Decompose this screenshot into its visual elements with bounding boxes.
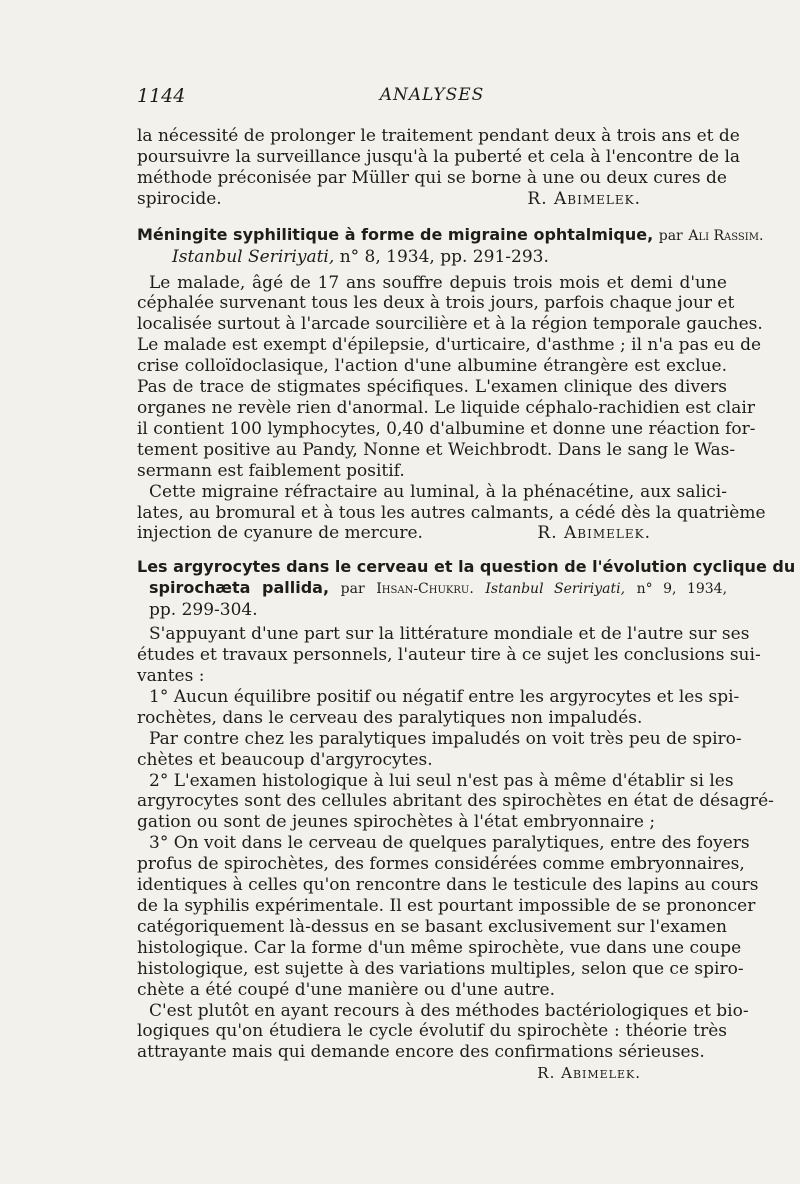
text-line: rochètes, dans le cerveau des paralytiques non impaludés. [137,707,643,728]
text-line: injection de cyanure de mercure. [137,523,423,544]
text-line: spirocide. [137,188,222,209]
text-line: catégoriquement là-dessus en se basant exclusivement sur l'examen [137,916,727,937]
text-line: histologique, est sujette à des variations multiples, selon que ce spiro- [137,958,744,979]
text-line: logiques qu'on étudiera le cycle évolutif du spirochète : théorie très [137,1021,727,1042]
text-line: chètes et beaucoup d'argyrocytes. [137,749,433,770]
text-line: localisée surtout à l'arcade sourcilière et à la région temporale gauches. [137,314,763,335]
text-line: de la syphilis expérimentale. Il est pourtant impossible de se prononcer [137,896,756,916]
author-prefix: par [340,581,365,598]
text-line: Cette migraine réfractaire au luminal, à la phénacétine, aux salici- [149,481,727,502]
text-line: Par contre chez les paralytiques impaludés on voit très peu de spiro- [149,728,742,749]
paragraph [137,728,742,771]
text-line: profus de spirochètes, des formes considérées comme embryonnaires, [137,854,745,875]
text-line: poursuivre la surveillance jusqu'à la puberté et cela à l'encontre de la [137,146,741,167]
article-title-cont: spirochæta pallida, [149,578,330,598]
page-content [137,126,796,1084]
text-line: vantes : [137,666,205,687]
paragraph [137,481,766,545]
paragraph [137,1000,749,1064]
journal-name: Istanbul Seririyati, [485,581,626,598]
page-number: 1144 [137,85,186,107]
text-line: argyrocytes sont des cellules abritant des spirochètes en état de désagré- [137,791,774,812]
paragraph [137,770,774,834]
text-line: la nécessité de prolonger le traitement pendant deux à trois ans et de [137,126,740,146]
text-line: sermann est faiblement positif. [137,460,405,481]
article-title-line [137,224,764,247]
text-line: Pas de trace de stigmates spécifiques. L'examen clinique des divers [137,377,727,398]
text-line: études et travaux personnels, l'auteur tire à ce sujet les conclusions sui- [137,645,761,666]
text-line: crise colloïdoclasique, l'action d'une albumine étrangère est exclue. [137,356,727,377]
article-title: Méningite syphilitique à forme de migraine ophtalmique, [137,224,654,244]
text-line: 2° L'examen histologique à lui seul n'est pas à même d'établir si les [149,770,734,791]
paragraph [137,272,763,482]
signature: R. Abimelek. [537,523,651,544]
paragraph [137,686,740,729]
page-header [137,85,727,109]
text-line: lates, au bromural et à tous les autres calmants, a cédé dès la quatrième [137,502,766,523]
signature: R. Abimelek. [527,188,641,209]
text-line: céphalée survenant tous les deux à trois jours, parfois chaque jour et [137,293,735,314]
text-line: histologique. Car la forme d'un même spirochète, vue dans une coupe [137,937,742,958]
text-line: 3° On voit dans le cerveau de quelques paralytiques, entre des foyers [149,833,750,854]
analysis-migraine [137,224,766,545]
author: Ali Rassim. [688,227,764,244]
paragraph [137,833,759,1000]
text-line: gation ou sont de jeunes spirochètes à l'état embryonnaire ; [137,812,656,833]
paragraph [137,624,761,687]
article-title-line [137,577,727,600]
author: Ihsan-Chukru. [376,581,474,598]
text-line: 1° Aucun équilibre positif ou négatif entre les argyrocytes et les spi- [149,686,740,707]
source-line [137,247,727,268]
source-details: n° 9, 1934, [636,581,728,598]
previous-analysis-end [137,126,741,210]
text-line: S'appuyant d'une part sur la littérature mondiale et de l'autre sur ses [149,624,750,645]
text-line: attrayante mais qui demande encore des confirmations sérieuses. [137,1042,705,1063]
text-line: Le malade est exempt d'épilepsie, d'urticaire, d'asthme ; il n'a pas eu de [137,335,762,356]
running-title: ANALYSES [379,85,485,105]
text-line-with-signature [137,523,727,544]
journal-name: Istanbul Seririyati, [172,246,335,267]
source-pages: pp. 299-304. [149,600,258,621]
article-title: Les argyrocytes dans le cerveau et la question de l'évolution cyclique du [137,557,796,577]
source-details: n° 8, 1934, pp. 291-293. [339,246,549,267]
text-line-with-signature [137,189,727,210]
author-prefix: par [658,227,683,244]
text-line: Le malade, âgé de 17 ans souffre depuis trois mois et demi d'une [149,272,727,293]
text-line: il contient 100 lymphocytes, 0,40 d'albumine et donne une réaction for- [137,418,756,439]
text-line: identiques à celles qu'on rencontre dans le testicule des lapins au cours [137,875,759,896]
text-line: C'est plutôt en ayant recours à des méthodes bactériologiques et bio- [149,1000,749,1021]
text-line: méthode préconisée par Müller qui se borne à une ou deux cures de [137,167,727,188]
signature: R. Abimelek. [537,1064,641,1083]
text-line: organes ne revèle rien d'anormal. Le liquide céphalo-rachidien est clair [137,397,755,418]
text-line: chète a été coupé d'une manière ou d'une autre. [137,979,555,1000]
text-line: tement positive au Pandy, Nonne et Weichbrodt. Dans le sang le Was- [137,439,736,460]
analysis-argyrocytes [137,556,796,1084]
